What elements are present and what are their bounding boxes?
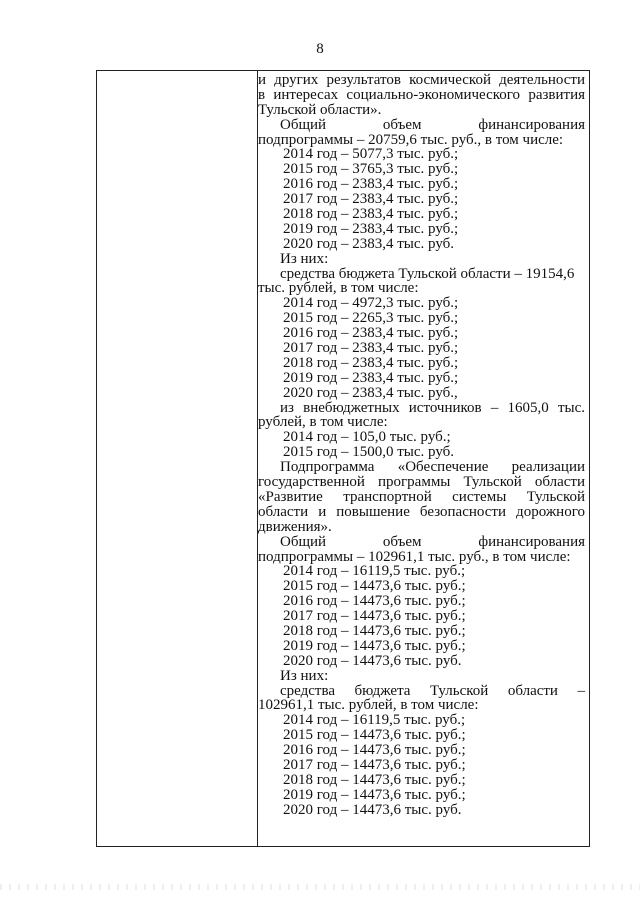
table-right-column: [258, 73, 585, 818]
text-line: Общий объем финансирования: [280, 533, 585, 550]
text-line: и других результатов космической деятельности: [258, 72, 585, 88]
text-line: Общий объем финансирования: [280, 116, 585, 133]
passport-table: [96, 70, 590, 847]
text-line: 2019 год – 14473,6 тыс. руб.;: [283, 786, 466, 803]
text-line: 2014 год – 16119,5 тыс. руб.;: [283, 563, 466, 580]
text-line: 2018 год – 2383,4 тыс. руб.;: [283, 206, 459, 223]
text-line: 102961,1 тыс. рублей, в том числе:: [258, 697, 479, 714]
text-line: Подпрограмма «Обеспечение реализации: [280, 459, 585, 476]
text-line: 2020 год – 14473,6 тыс. руб.: [283, 652, 462, 669]
text-line: 2015 год – 14473,6 тыс. руб.;: [283, 578, 466, 595]
text-line: движения».: [258, 518, 332, 535]
text-line: тыс. рублей, в том числе:: [258, 280, 419, 297]
text-line: 2014 год – 105,0 тыс. руб.;: [283, 429, 451, 446]
text-line: подпрограммы – 102961,1 тыс. руб., в том числе:: [258, 548, 571, 565]
text-line: государственной программы Тульской области: [258, 474, 585, 491]
text-line: Тульской области».: [258, 101, 382, 118]
text-line: 2019 год – 2383,4 тыс. руб.;: [283, 220, 459, 237]
text-line: области и повышение безопасности дорожного: [258, 503, 585, 520]
text-line: 2018 год – 14473,6 тыс. руб.;: [283, 622, 466, 639]
text-line: 2016 год – 2383,4 тыс. руб.;: [283, 176, 459, 193]
text-line: 2020 год – 2383,4 тыс. руб.: [283, 235, 455, 252]
text-line: 2017 год – 14473,6 тыс. руб.;: [283, 756, 466, 773]
text-line: 2019 год – 14473,6 тыс. руб.;: [283, 637, 466, 654]
text-line: 2014 год – 4972,3 тыс. руб.;: [283, 295, 459, 312]
text-line: 2017 год – 14473,6 тыс. руб.;: [283, 608, 466, 625]
table-left-column: [97, 71, 258, 846]
text-line: 2014 год – 5077,3 тыс. руб.;: [283, 146, 459, 163]
text-line: 2016 год – 14473,6 тыс. руб.;: [283, 742, 466, 759]
text-line: 2020 год – 14473,6 тыс. руб.: [283, 801, 462, 818]
text-line: 2020 год – 2383,4 тыс. руб.,: [283, 384, 458, 401]
page-number: 8: [316, 41, 324, 57]
text-line: средства бюджета Тульской области –: [280, 682, 585, 699]
text-line: 2018 год – 14473,6 тыс. руб.;: [283, 771, 466, 788]
text-line: 2015 год – 14473,6 тыс. руб.;: [283, 727, 466, 744]
text-line: 2015 год – 2265,3 тыс. руб.;: [283, 310, 459, 327]
text-line: подпрограммы – 20759,6 тыс. руб., в том числе:: [258, 131, 564, 148]
text-line: Из них:: [280, 250, 329, 267]
text-line: 2018 год – 2383,4 тыс. руб.;: [283, 354, 459, 371]
text-line: в интересах социально-экономического развития: [258, 86, 585, 103]
text-line: «Развитие транспортной системы Тульской: [258, 488, 585, 505]
text-line: 2016 год – 14473,6 тыс. руб.;: [283, 593, 466, 610]
text-line: 2015 год – 1500,0 тыс. руб.: [283, 444, 455, 461]
scan-artifact-line: [0, 884, 640, 890]
text-line: 2015 год – 3765,3 тыс. руб.;: [283, 161, 459, 178]
text-line: 2017 год – 2383,4 тыс. руб.;: [283, 340, 459, 357]
text-line: 2019 год – 2383,4 тыс. руб.;: [283, 369, 459, 386]
text-line: 2017 год – 2383,4 тыс. руб.;: [283, 191, 459, 208]
text-line: рублей, в том числе:: [258, 414, 388, 431]
text-line: 2014 год – 16119,5 тыс. руб.;: [283, 712, 466, 729]
text-line: из внебюджетных источников – 1605,0 тыс.: [280, 399, 585, 416]
text-line: Из них:: [280, 667, 329, 684]
text-line: средства бюджета Тульской области – 19154,6: [280, 265, 575, 282]
text-line: 2016 год – 2383,4 тыс. руб.;: [283, 325, 459, 342]
